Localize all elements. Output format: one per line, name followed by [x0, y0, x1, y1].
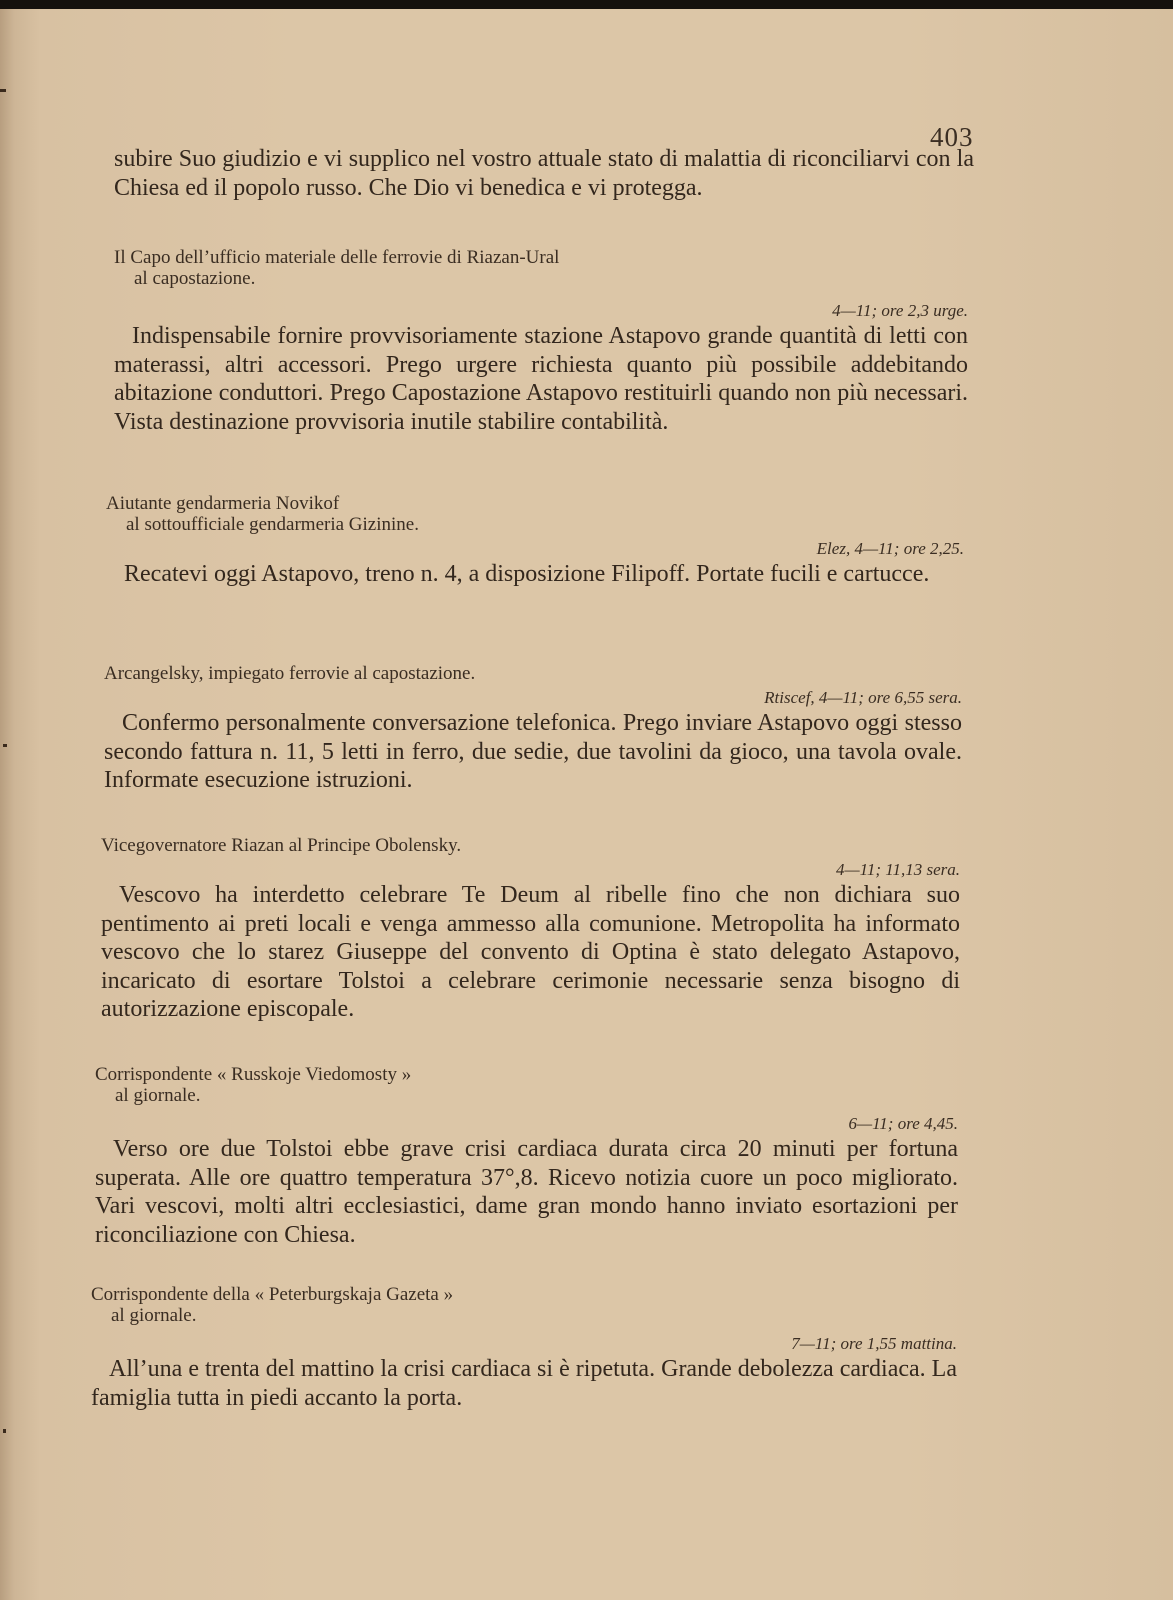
scan-margin-mark	[3, 744, 7, 747]
telegram-5	[95, 1064, 958, 1249]
scan-margin-mark	[0, 89, 6, 92]
telegram-date: Elez, 4—11; ore 2,25.	[816, 539, 964, 558]
telegram-header	[106, 493, 964, 535]
intro-paragraph: subire Suo giudizio e vi supplico nel vostro attuale stato di malattia di riconciliarvi con la Chiesa ed il popolo russo. Che Dio vi benedica e vi protegga.	[114, 146, 974, 201]
telegram-header	[104, 663, 962, 684]
book-page	[0, 9, 1173, 1600]
telegram-body: Recatevi oggi Astapovo, treno n. 4, a disposizione Filipoff. Portate fucili e cartucce.	[124, 561, 930, 587]
telegram-header	[114, 247, 968, 289]
telegram-date: 4—11; ore 2,3 urge.	[832, 301, 968, 320]
telegram-6	[91, 1284, 957, 1412]
scan-top-edge	[0, 0, 1173, 9]
telegram-header	[95, 1064, 958, 1106]
telegram-sender: Aiutante gendarmeria Novikof	[106, 493, 340, 514]
telegram-recipient: al capostazione.	[134, 268, 256, 289]
telegram-sender: Arcangelsky, impiegato ferrovie al capostazione.	[104, 663, 476, 684]
telegram-sender: Corrispondente della « Peterburgskaja Gazeta »	[91, 1284, 454, 1305]
telegram-date: 4—11; 11,13 sera.	[835, 860, 960, 879]
telegram-header	[101, 835, 960, 856]
telegram-date: 7—11; ore 1,55 mattina.	[791, 1334, 957, 1353]
telegram-date: 6—11; ore 4,45.	[848, 1114, 958, 1133]
telegram-4	[101, 835, 960, 1024]
telegram-body: Confermo personalmente conversazione telefonica. Prego inviare Astapovo oggi stesso secondo fattura n. 11, 5 letti in ferro, due sedie, due tavolini da gioco, una tavola ovale. Informate esecuzione istruzioni.	[104, 710, 962, 793]
telegram-date: Rtiscef, 4—11; ore 6,55 sera.	[764, 688, 962, 707]
telegram-body: Indispensabile fornire provvisoriamente stazione Astapovo grande quantità di letti con materassi, altri accessori. Prego urgere richiesta quanto più possibile addebitando abitazione conduttori. Prego Capostazione Astapovo restituirli quando non più necessari. Vista destinazione provvisoria inutile stabilire contabilità.	[114, 323, 968, 435]
telegram-body: Vescovo ha interdetto celebrare Te Deum al ribelle fino che non dichiara suo pentimento ai preti locali e venga ammesso alla comunione. Metropolita ha informato vescovo che lo starez Giuseppe del convento di Optina è stato delegato Astapovo, incaricato di esortare Tolstoi a celebrare cerimonie necessarie senza bisogno di autorizzazione episcopale.	[101, 882, 960, 1022]
telegram-sender: Corrispondente « Russkoje Viedomosty »	[95, 1064, 412, 1085]
telegram-1	[114, 247, 968, 436]
intro-paragraph-block	[114, 145, 974, 202]
telegram-sender: Vicegovernatore Riazan al Principe Obolensky.	[101, 835, 462, 856]
telegram-recipient: al giornale.	[115, 1085, 201, 1106]
telegram-2	[106, 493, 964, 589]
telegram-recipient: al giornale.	[111, 1305, 197, 1326]
telegram-sender: Il Capo dell’ufficio materiale delle ferrovie di Riazan-Ural	[114, 247, 560, 268]
telegram-recipient: al sottoufficiale gendarmeria Gizinine.	[126, 514, 419, 535]
page-number: 403	[930, 122, 974, 152]
telegram-3	[104, 663, 962, 795]
telegram-header	[91, 1284, 957, 1326]
scan-margin-mark	[3, 1429, 6, 1433]
telegram-body: All’una e trenta del mattino la crisi cardiaca si è ripetuta. Grande debolezza cardiaca. La famiglia tutta in piedi accanto la porta.	[91, 1356, 957, 1411]
telegram-body: Verso ore due Tolstoi ebbe grave crisi cardiaca durata circa 20 minuti per fortuna superata. Alle ore quattro temperatura 37°,8. Ricevo notizia cuore un poco migliorato. Vari vescovi, molti altri ecclesiastici, dame gran mondo hanno inviato esortazioni per riconciliazione con Chiesa.	[95, 1136, 958, 1248]
